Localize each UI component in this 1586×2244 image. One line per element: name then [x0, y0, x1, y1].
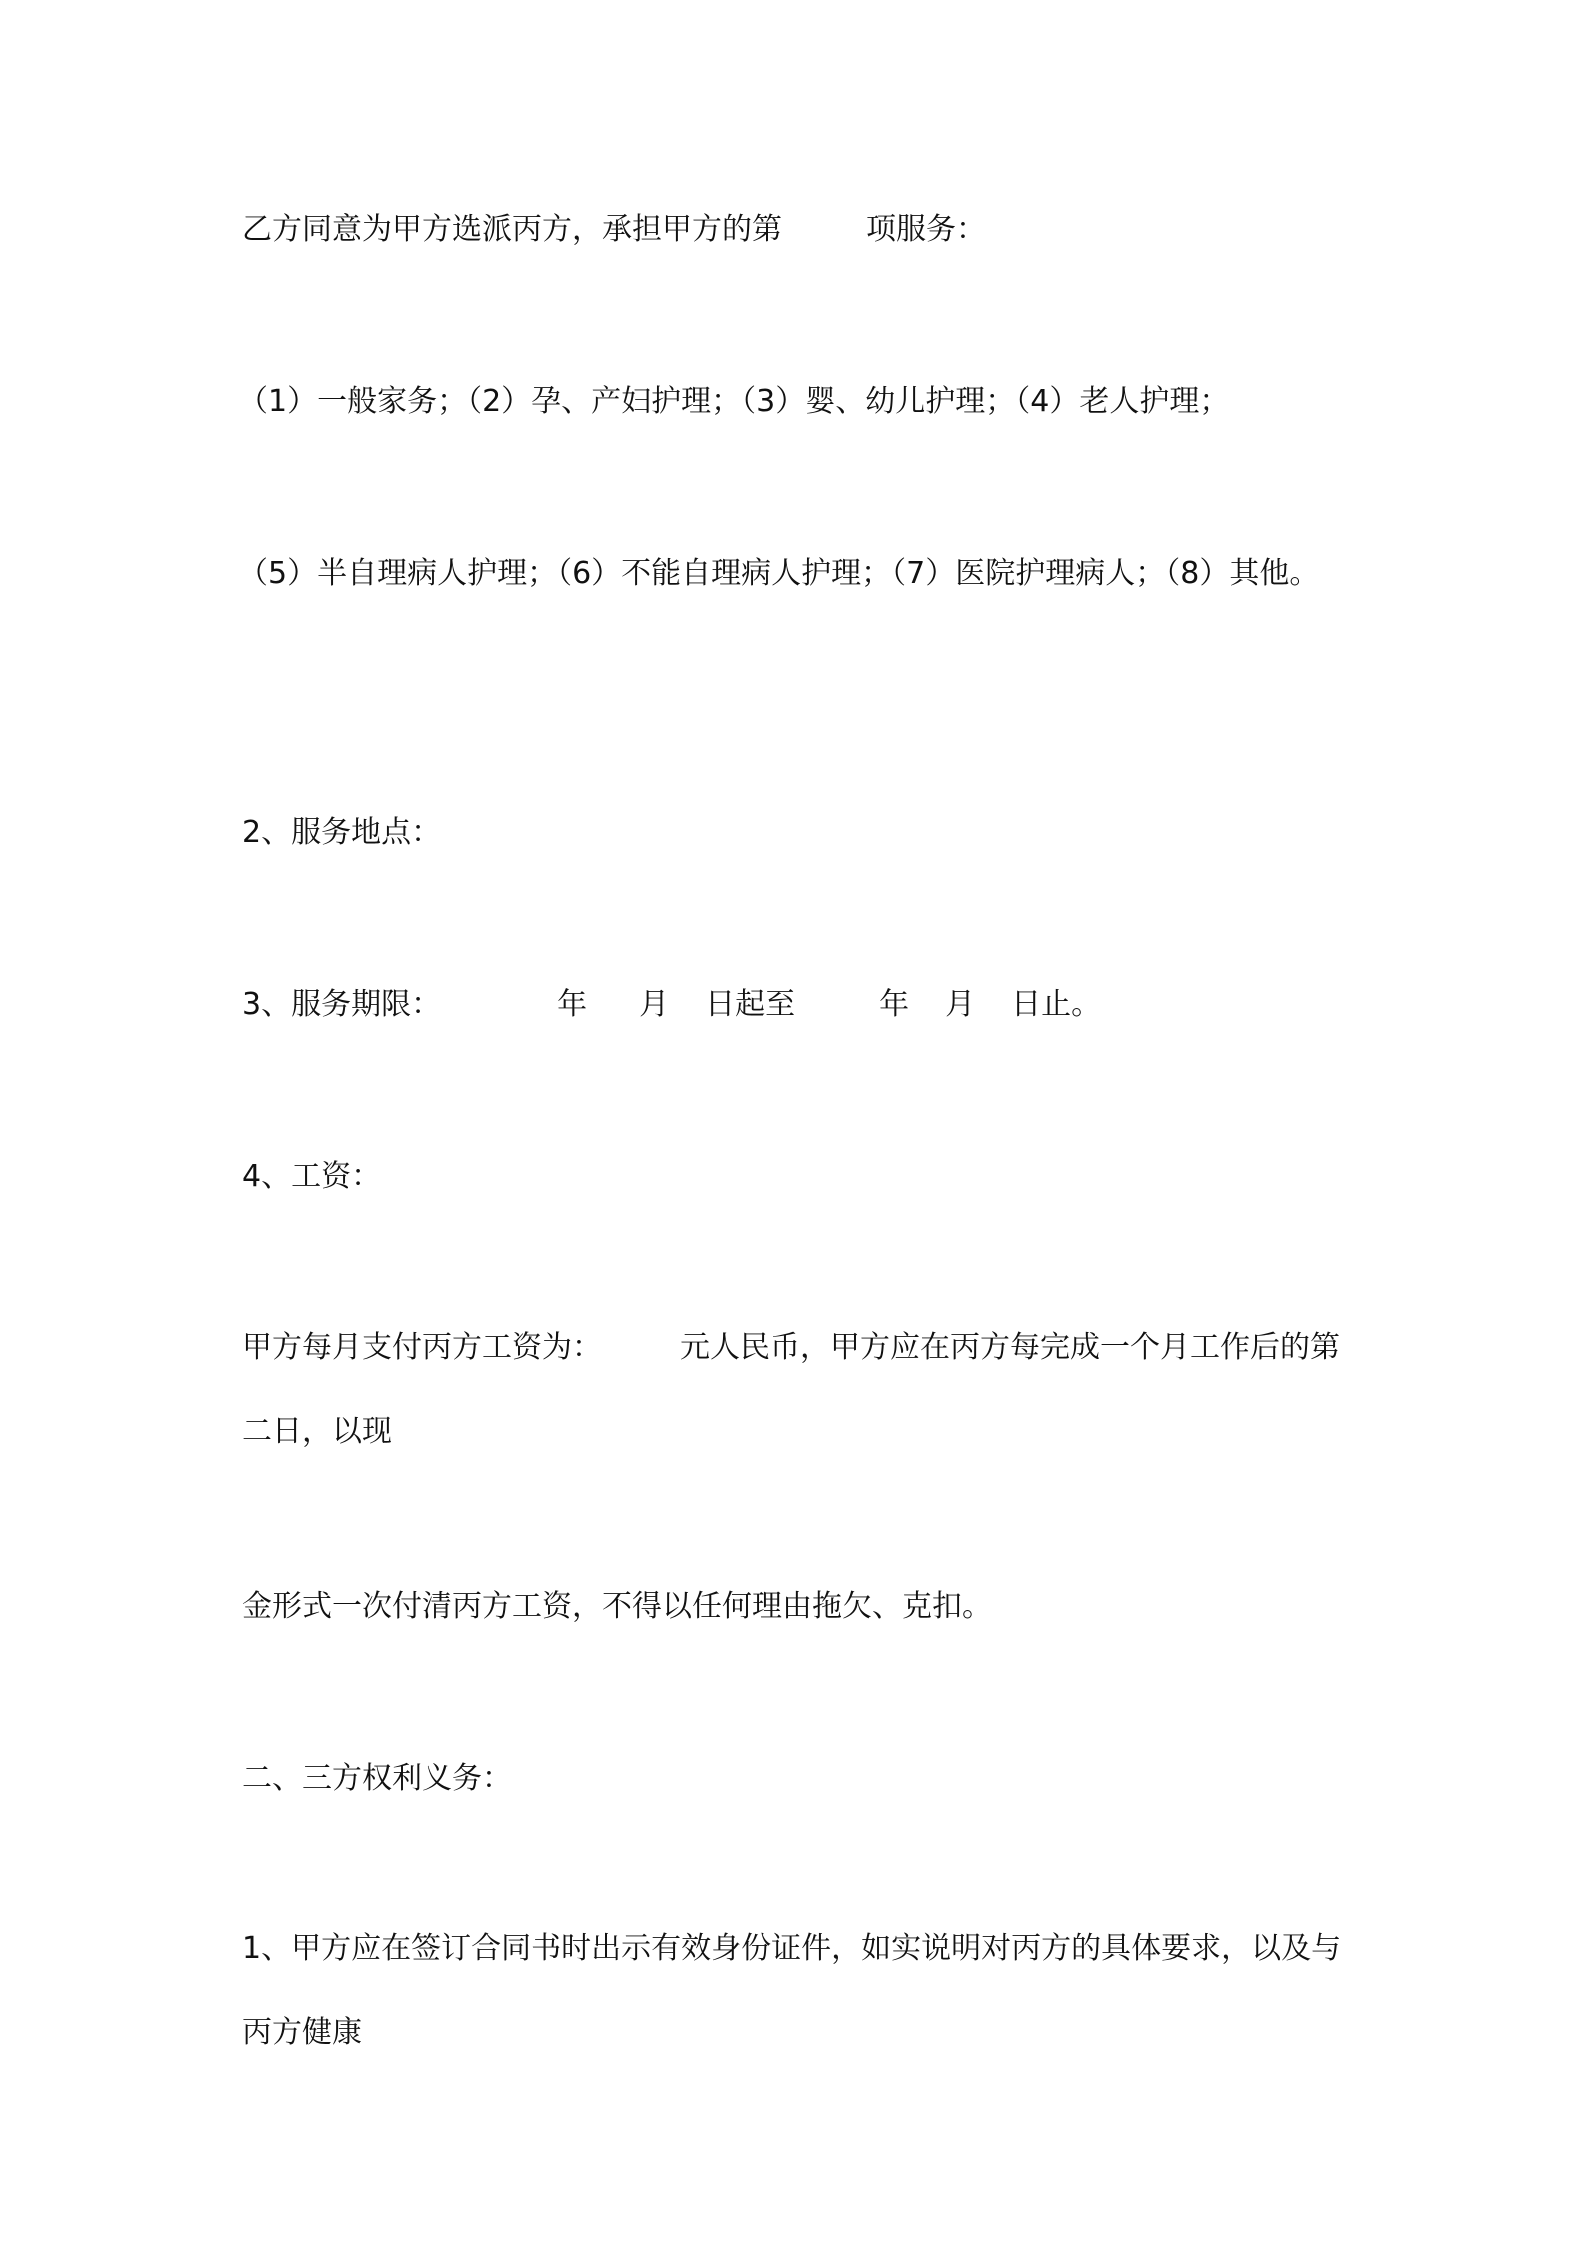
wage-heading: 4、工资： [242, 1159, 382, 1194]
end-year-label: 年 [879, 987, 910, 1022]
service-scope-suffix: 项服务： [866, 212, 986, 247]
service-options-line-2: （5）半自理病人护理；（6）不能自理病人护理；（7）医院护理病人；（8）其他。 [238, 556, 1320, 591]
start-month-label: 月 [639, 987, 670, 1022]
end-month-label: 月 [945, 987, 976, 1022]
service-period-label: 3、服务期限： [242, 987, 442, 1022]
wage-payment-text-cont: 金形式一次付清丙方工资，不得以任何理由拖欠、克扣。 [242, 1589, 992, 1624]
party-a-obligation-1: 1、甲方应在签订合同书时出示有效身份证件，如实说明对丙方的具体要求，以及与丙方健康 [242, 1931, 1342, 2050]
wage-payment-terms: 元人民币，甲方应在丙方每完成一个月工作后的第二日，以现 [242, 1330, 1340, 1449]
rights-obligations-heading: 二、三方权利义务： [242, 1761, 512, 1796]
service-options-line-1: （1）一般家务；（2）孕、产妇护理；（3）婴、幼儿护理；（4）老人护理； [238, 384, 1230, 419]
start-year-label: 年 [557, 987, 588, 1022]
start-day-label: 日起至 [705, 987, 796, 1022]
service-scope-text: 乙方同意为甲方选派丙方，承担甲方的第 [242, 212, 782, 247]
end-day-label: 日止。 [1011, 987, 1102, 1022]
service-period-line [242, 987, 1102, 1022]
wage-payment-text [242, 1306, 1362, 1474]
service-location-heading: 2、服务地点： [242, 815, 442, 850]
wage-amount-label: 甲方每月支付丙方工资为： [242, 1330, 602, 1365]
service-scope-line [242, 212, 986, 247]
